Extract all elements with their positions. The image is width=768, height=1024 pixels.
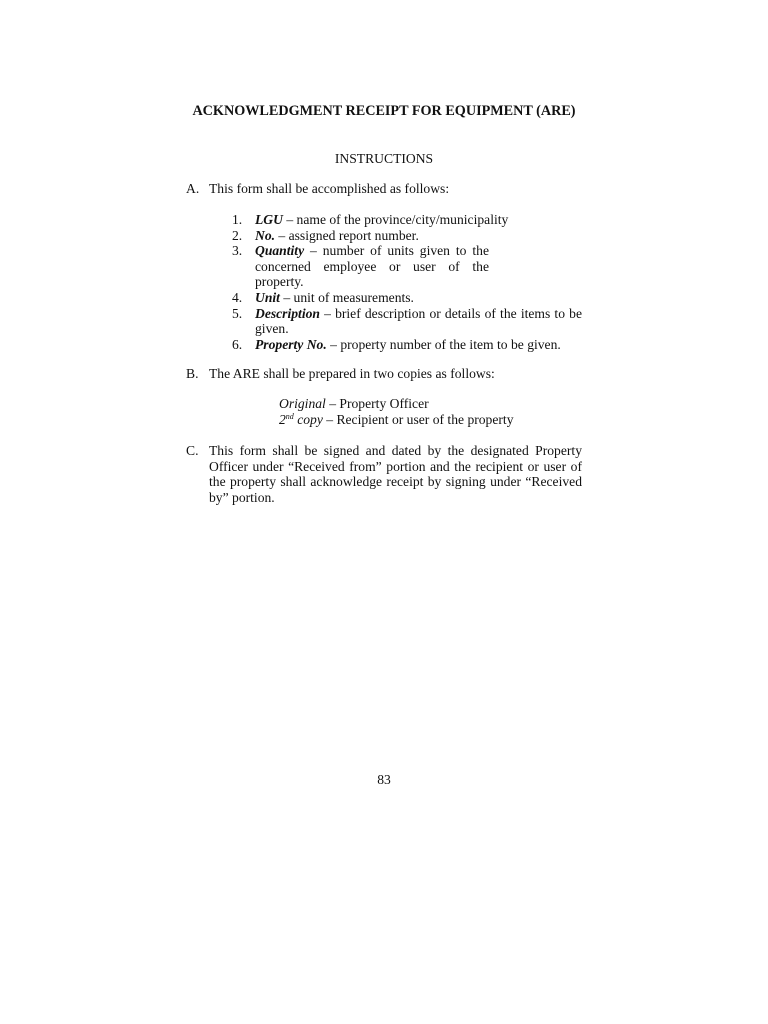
list-item-number: 2.	[232, 227, 243, 243]
list-item-text: – name of the province/city/municipality	[282, 212, 509, 227]
section-b-letter: B.	[186, 366, 199, 381]
copy-label: Original	[279, 396, 326, 411]
section-c-letter: C.	[186, 443, 199, 458]
list-item-term: No.	[255, 227, 276, 243]
copy-recipient: – Property Officer	[325, 396, 429, 411]
document-title: ACKNOWLEDGMENT RECEIPT FOR EQUIPMENT (ARE)	[192, 103, 576, 119]
list-item-text: – brief description or details of the items to be given.	[255, 305, 582, 337]
copy-recipient: – Recipient or user of the property	[322, 411, 514, 427]
list-item-text: – unit of measurements.	[279, 289, 414, 305]
list-item-text: – property number of the item to be given.	[326, 336, 561, 352]
list-item-lgu	[232, 212, 582, 228]
list-item-description	[232, 306, 582, 337]
section-c	[186, 443, 582, 505]
copies-list	[279, 396, 514, 427]
copy-original	[279, 396, 514, 412]
list-item-text: – number of units given to the concerned employee or user of the property.	[255, 243, 489, 290]
list-item-unit	[232, 290, 582, 306]
list-item-text: – assigned report number.	[275, 227, 419, 243]
list-item-term: Quantity	[255, 243, 305, 259]
section-a-letter: A.	[186, 181, 200, 196]
list-item-term: LGU	[255, 212, 283, 227]
copy-second	[279, 412, 514, 428]
list-item-no	[232, 228, 582, 244]
section-a	[186, 181, 582, 197]
list-item-term: Description	[255, 305, 320, 321]
section-c-text: This form shall be signed and dated by the designated Property Officer under “Received from” portion and the recipient or user of the property shall acknowledge receipt by signing under “Received by” portion.	[209, 443, 582, 505]
section-a-text: This form shall be accomplished as follows:	[209, 181, 450, 196]
list-item-number: 5.	[232, 305, 243, 321]
section-b	[186, 366, 582, 382]
instructions-heading: INSTRUCTIONS	[334, 151, 434, 166]
list-item-term: Unit	[255, 289, 280, 305]
section-a-list	[232, 212, 582, 352]
list-item-number: 4.	[232, 289, 243, 305]
list-item-number: 1.	[232, 212, 243, 227]
copy-label-superscript: nd	[285, 411, 294, 421]
list-item-term: Property No.	[255, 336, 327, 352]
list-item-property-no	[232, 337, 582, 353]
page-number: 83	[377, 772, 391, 787]
list-item-quantity	[232, 243, 582, 290]
copy-label: copy	[293, 411, 323, 427]
list-item-number: 6.	[232, 336, 243, 352]
copy-label-number: 2	[279, 411, 286, 427]
list-item-number: 3.	[232, 243, 243, 259]
section-b-text: The ARE shall be prepared in two copies as follows:	[209, 366, 495, 381]
